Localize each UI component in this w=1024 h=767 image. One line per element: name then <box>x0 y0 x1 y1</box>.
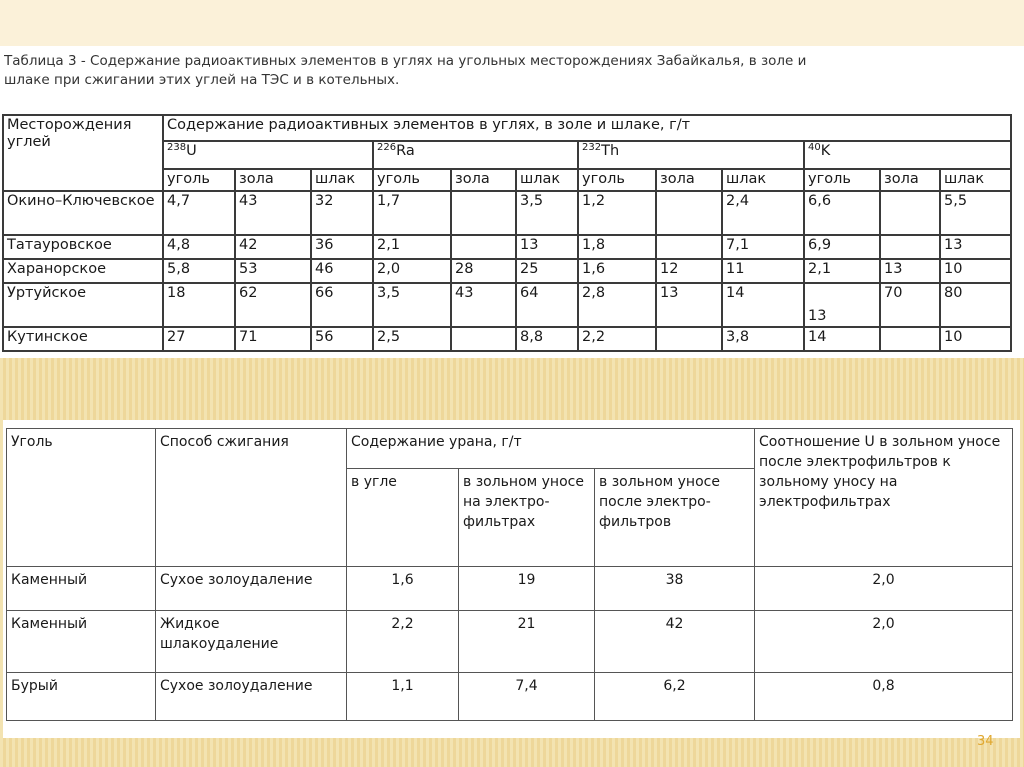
isotope-mass: 238 <box>167 142 187 153</box>
uranium-on-filters: 21 <box>459 611 595 673</box>
table-cell: 4,8 <box>163 235 235 259</box>
uranium-ratio: 2,0 <box>755 567 1013 611</box>
deposit-name: Татауровское <box>3 235 163 259</box>
sub-header: зола <box>451 169 516 191</box>
table-row <box>3 327 1011 351</box>
table-cell: 8,8 <box>516 327 578 351</box>
table-cell: 1,7 <box>373 191 451 235</box>
header-ratio: Соотношение U в зольном уносе после электрофильтров к зольному уносу на электрофильтрах <box>755 429 1013 567</box>
table-cell: 18 <box>163 283 235 327</box>
table-cell: 1,6 <box>578 259 656 283</box>
table-cell: 10 <box>940 259 1011 283</box>
subheader-after-filters: в зольном уносе после электро-фильтров <box>595 469 755 567</box>
isotope-symbol: U <box>186 143 197 159</box>
table-row <box>3 283 1011 327</box>
isotope-mass: 232 <box>582 142 602 153</box>
sub-header: уголь <box>373 169 451 191</box>
deposit-name: Кутинское <box>3 327 163 351</box>
combustion-method: Жидкое шлакоудаление <box>156 611 347 673</box>
uranium-after-filters: 38 <box>595 567 755 611</box>
sub-header: зола <box>880 169 940 191</box>
header-coal: Уголь <box>7 429 156 567</box>
uranium-ratio: 2,0 <box>755 611 1013 673</box>
header-deposit: Месторождения углей <box>3 115 163 191</box>
uranium-content-table <box>6 428 1013 721</box>
sub-header: уголь <box>163 169 235 191</box>
uranium-in-coal: 1,6 <box>347 567 459 611</box>
uranium-after-filters: 6,2 <box>595 673 755 721</box>
sub-header: шлак <box>940 169 1011 191</box>
table-cell: 13 <box>656 283 722 327</box>
table-cell: 2,0 <box>373 259 451 283</box>
table-cell <box>656 327 722 351</box>
isotope-header <box>804 141 1011 169</box>
table-cell: 56 <box>311 327 373 351</box>
table-cell: 5,5 <box>940 191 1011 235</box>
caption-line-1: Таблица 3 - Содержание радиоактивных элементов в углях на угольных месторождениях Забайкалья, в золе и <box>4 53 807 69</box>
table-cell: 80 <box>940 283 1011 327</box>
table-cell: 13 <box>880 259 940 283</box>
isotope-mass: 226 <box>377 142 397 153</box>
table-cell <box>880 191 940 235</box>
table-cell: 25 <box>516 259 578 283</box>
table-cell: 2,1 <box>373 235 451 259</box>
deposit-name: Харанорское <box>3 259 163 283</box>
sub-header: шлак <box>311 169 373 191</box>
table-row <box>7 673 1013 721</box>
table-cell <box>880 327 940 351</box>
table-cell: 2,2 <box>578 327 656 351</box>
uranium-ratio: 0,8 <box>755 673 1013 721</box>
table-cell: 71 <box>235 327 311 351</box>
coal-type: Каменный <box>7 611 156 673</box>
table-cell <box>451 235 516 259</box>
table-cell: 27 <box>163 327 235 351</box>
table-cell: 64 <box>516 283 578 327</box>
page-number: 34 <box>977 734 994 749</box>
uranium-in-coal: 2,2 <box>347 611 459 673</box>
table-cell: 32 <box>311 191 373 235</box>
uranium-in-coal: 1,1 <box>347 673 459 721</box>
table-cell: 66 <box>311 283 373 327</box>
combustion-method: Сухое золоудаление <box>156 567 347 611</box>
table-cell: 3,5 <box>373 283 451 327</box>
table-cell <box>880 235 940 259</box>
table-cell <box>656 235 722 259</box>
sub-header: зола <box>235 169 311 191</box>
table-cell: 13 <box>940 235 1011 259</box>
table-row <box>3 259 1011 283</box>
uranium-on-filters: 7,4 <box>459 673 595 721</box>
table-cell: 13 <box>804 283 880 327</box>
isotope-header <box>373 141 578 169</box>
table-cell: 10 <box>940 327 1011 351</box>
sub-header: зола <box>656 169 722 191</box>
table-cell: 53 <box>235 259 311 283</box>
table-cell: 43 <box>451 283 516 327</box>
table-cell: 13 <box>516 235 578 259</box>
slide-top-band <box>0 0 1024 46</box>
table-cell: 28 <box>451 259 516 283</box>
deposit-name: Уртуйское <box>3 283 163 327</box>
table-cell <box>451 327 516 351</box>
sub-header: шлак <box>516 169 578 191</box>
isotope-mass: 40 <box>808 142 821 153</box>
table-cell: 2,5 <box>373 327 451 351</box>
table-cell: 46 <box>311 259 373 283</box>
table-cell: 2,1 <box>804 259 880 283</box>
table-cell: 12 <box>656 259 722 283</box>
table-row <box>7 567 1013 611</box>
table-cell: 14 <box>804 327 880 351</box>
isotope-header <box>163 141 373 169</box>
table-row <box>3 235 1011 259</box>
table-cell <box>451 191 516 235</box>
header-uranium: Содержание урана, г/т <box>347 429 755 469</box>
sub-header: шлак <box>722 169 804 191</box>
sub-header: уголь <box>804 169 880 191</box>
table-cell: 42 <box>235 235 311 259</box>
table-cell: 70 <box>880 283 940 327</box>
table-cell: 7,1 <box>722 235 804 259</box>
table-cell: 6,9 <box>804 235 880 259</box>
table-cell: 43 <box>235 191 311 235</box>
header-method: Способ сжигания <box>156 429 347 567</box>
table-cell: 6,6 <box>804 191 880 235</box>
subheader-on-filters: в зольном уносе на электро-фильтрах <box>459 469 595 567</box>
table-caption <box>4 52 1020 90</box>
coal-type: Бурый <box>7 673 156 721</box>
table-cell: 11 <box>722 259 804 283</box>
subheader-in-coal: в угле <box>347 469 459 567</box>
table-row <box>7 611 1013 673</box>
table-row <box>3 191 1011 235</box>
caption-line-2: шлаке при сжигании этих углей на ТЭС и в котельных. <box>4 72 400 88</box>
combustion-method: Сухое золоудаление <box>156 673 347 721</box>
table-cell: 3,8 <box>722 327 804 351</box>
table-cell: 62 <box>235 283 311 327</box>
table-cell: 36 <box>311 235 373 259</box>
isotope-symbol: K <box>820 143 831 159</box>
table-cell: 14 <box>722 283 804 327</box>
uranium-on-filters: 19 <box>459 567 595 611</box>
table-cell: 1,2 <box>578 191 656 235</box>
table-cell: 2,8 <box>578 283 656 327</box>
uranium-after-filters: 42 <box>595 611 755 673</box>
header-content: Содержание радиоактивных элементов в углях, в золе и шлаке, г/т <box>163 115 1011 141</box>
table-cell: 4,7 <box>163 191 235 235</box>
table-cell: 3,5 <box>516 191 578 235</box>
coal-type: Каменный <box>7 567 156 611</box>
table-cell: 2,4 <box>722 191 804 235</box>
isotope-header <box>578 141 804 169</box>
sub-header: уголь <box>578 169 656 191</box>
isotope-symbol: Th <box>601 143 620 159</box>
deposit-name: Окино–Ключевское <box>3 191 163 235</box>
table-cell: 1,8 <box>578 235 656 259</box>
table-cell <box>656 191 722 235</box>
table-cell: 5,8 <box>163 259 235 283</box>
radioactive-elements-table <box>2 114 1012 352</box>
isotope-symbol: Ra <box>396 143 415 159</box>
